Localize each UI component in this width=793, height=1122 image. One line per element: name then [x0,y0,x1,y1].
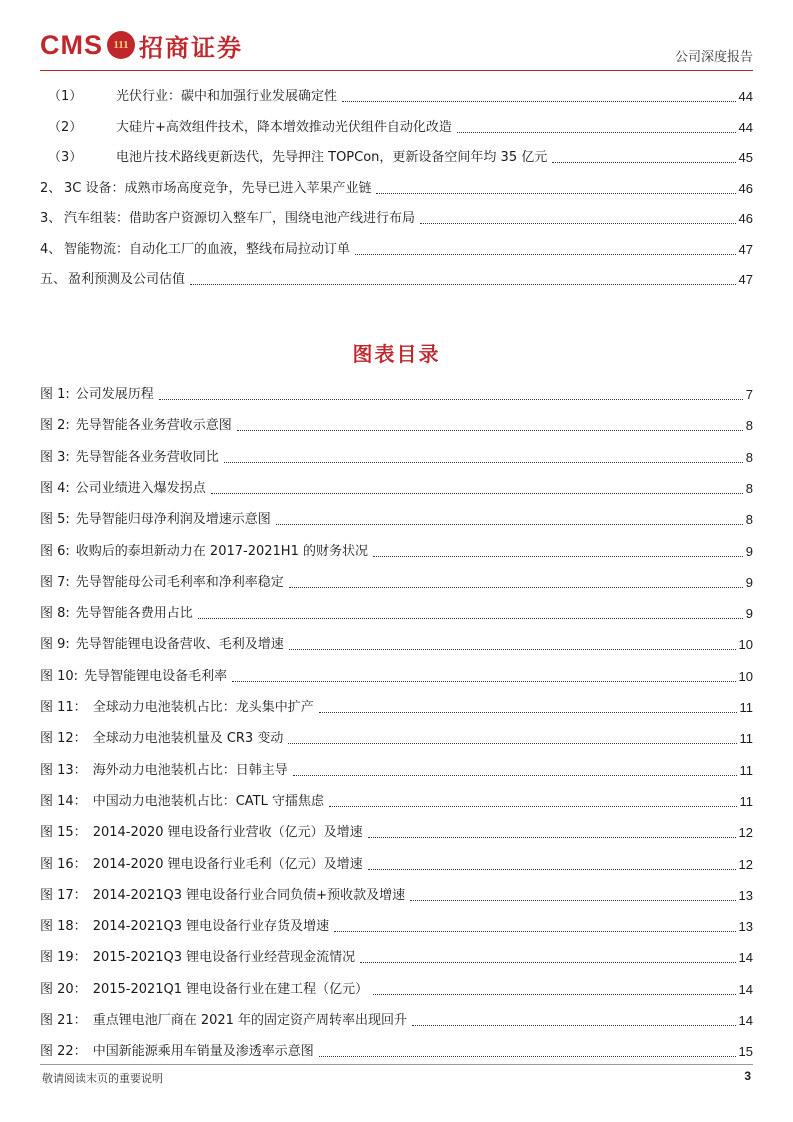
figure-label: 图 11： [40,700,87,715]
leader-dots [360,962,735,963]
toc-number: 4、 [40,241,64,259]
toc-page: 46 [738,211,753,226]
leader-dots [368,837,736,838]
figure-page: 13 [738,887,753,903]
figure-entry[interactable] [40,760,753,780]
figure-label: 图 1: [40,387,70,402]
toc-entry[interactable] [40,239,753,259]
figure-label: 图 5: [40,512,70,528]
leader-dots [376,193,735,194]
leader-dots [293,775,737,776]
leader-dots [552,162,735,163]
figure-page: 15 [738,1044,753,1060]
figure-title: 2014-2021Q3 锂电设备行业合同负债+预收款及增速 [87,887,407,905]
figure-label: 图 22： [40,1044,87,1060]
figure-title: 重点锂电池厂商在 2021 年的固定资产周转率出现回升 [87,1012,409,1030]
toc-page: 44 [738,89,753,104]
leader-dots [420,223,736,224]
figure-title: 先导智能各业务营收同比 [70,449,221,467]
figure-page: 8 [745,449,753,465]
figure-entry[interactable] [40,947,753,967]
leader-dots [319,1056,736,1057]
leader-dots [342,101,736,102]
footer-disclaimer: 敬请阅读末页的重要说明 [42,1072,163,1085]
leader-dots [288,743,736,744]
toc-entry[interactable] [40,208,753,228]
page-number: 3 [744,1069,751,1083]
figure-page: 9 [745,606,753,622]
figure-page: 8 [745,512,753,528]
figure-label: 图 3: [40,449,70,465]
leader-dots [159,399,743,400]
figure-page: 11 [739,731,753,747]
footer-divider [40,1064,753,1065]
toc-page: 45 [738,150,753,165]
leader-dots [276,524,743,525]
toc-title: 汽车组装：借助客户资源切入整车厂，围绕电池产线进行布局 [64,211,416,226]
toc-page: 46 [738,181,753,196]
figure-label: 图 9: [40,637,70,653]
figure-label: 图 4: [40,480,70,496]
figure-page: 14 [738,1013,753,1028]
leader-dots [368,869,736,870]
figure-page: 7 [745,387,753,402]
figure-title: 2014-2021Q3 锂电设备行业存货及增速 [87,918,332,936]
figure-entry[interactable] [40,1010,753,1030]
figure-title: 先导智能锂电设备营收、毛利及增速 [70,636,286,654]
figure-entry[interactable] [40,916,753,936]
toc-number: （2） [40,119,116,137]
toc-entry[interactable] [40,269,753,289]
figure-page: 14 [738,981,753,997]
figure-page: 8 [745,480,753,496]
figure-page: 8 [745,418,753,434]
figure-page: 9 [745,543,753,559]
leader-dots [289,587,743,588]
toc-number: （3） [40,149,116,167]
figure-label: 图 6: [40,543,70,559]
toc-number: 五、 [40,272,67,287]
figure-label: 图 2: [40,418,70,434]
figure-title: 先导智能各费用占比 [70,605,195,623]
toc-title: 3C 设备：成熟市场高度竞争，先导已进入苹果产业链 [64,181,372,196]
figure-entry[interactable] [40,666,753,686]
figure-title: 2015-2021Q3 锂电设备行业经营现金流情况 [87,949,358,967]
figure-title: 全球动力电池装机量及 CR3 变动 [87,730,286,748]
toc-title: 智能物流：自动化工厂的血液，整线布局拉动订单 [64,242,351,257]
leader-dots [289,649,736,650]
figure-entry[interactable] [40,979,753,999]
figure-label: 图 13： [40,762,87,778]
figure-title: 2014-2020 锂电设备行业毛利（亿元）及增速 [87,856,365,874]
leader-dots [224,462,743,463]
toc-entry[interactable] [40,147,753,167]
figure-entry[interactable] [40,541,753,561]
figure-title: 收购后的泰坦新动力在 2017-2021H1 的财务状况 [70,543,370,561]
toc-entry[interactable] [40,117,753,137]
company-logo [40,28,243,62]
figure-title: 2015-2021Q1 锂电设备行业在建工程（亿元） [87,981,371,999]
figure-label: 图 10: [40,668,79,684]
toc-title: 电池片技术路线更新迭代，先导押注 TOPCon，更新设备空间年均 35 亿元 [116,150,548,165]
leader-dots [457,132,736,133]
figure-page: 13 [738,919,753,935]
leader-dots [373,556,743,557]
toc-number: 2、 [40,180,64,198]
figure-page: 14 [738,950,753,966]
leader-dots [237,430,743,431]
figure-entry[interactable] [40,603,753,623]
figure-title: 海外动力电池装机占比：日韩主导 [87,762,290,780]
figure-page: 10 [738,637,753,653]
figure-title: 先导智能各业务营收示意图 [70,417,234,435]
figure-entry[interactable] [40,822,753,842]
figure-entry[interactable] [40,478,753,498]
report-type: 公司深度报告 [674,50,753,65]
toc-page: 47 [738,242,753,257]
figure-title: 全球动力电池装机占比：龙头集中扩产 [87,699,316,717]
figure-label: 图 20： [40,981,87,997]
figure-entry[interactable] [40,728,753,748]
figure-title: 公司发展历程 [70,386,156,404]
leader-dots [355,254,736,255]
figure-label: 图 16： [40,856,87,872]
leader-dots [412,1025,735,1026]
figure-entry[interactable] [40,634,753,654]
header-divider [40,70,753,71]
toc-title: 盈利预测及公司估值 [68,272,186,287]
figure-page: 11 [739,700,753,715]
toc-title: 光伏行业：碳中和加强行业发展确定性 [116,89,338,104]
leader-dots [329,806,737,807]
figure-title: 公司业绩进入爆发拐点 [70,480,208,498]
leader-dots [232,681,735,682]
figure-label: 图 18： [40,919,87,935]
toc-entry[interactable] [40,178,753,198]
figure-entry[interactable] [40,509,753,529]
figure-page: 11 [739,762,753,778]
logo-chinese-name: 招商证券 [139,32,243,62]
figure-entry[interactable] [40,1041,753,1061]
figure-label: 图 17： [40,887,87,903]
toc-number: （1） [40,88,116,106]
figures-section-title: 图表目录 [352,342,441,366]
figure-title: 中国动力电池装机占比：CATL 守擂焦虑 [87,793,326,811]
leader-dots [410,900,735,901]
figure-page: 12 [738,825,753,841]
figure-title: 2014-2020 锂电设备行业营收（亿元）及增速 [87,824,365,842]
leader-dots [198,618,743,619]
logo-seal-icon: 111 [107,31,135,59]
leader-dots [190,284,736,285]
toc-entry[interactable] [40,86,753,106]
figure-entry[interactable] [40,791,753,811]
figure-label: 图 8: [40,606,70,622]
figure-page: 9 [745,574,753,590]
toc-number: 3、 [40,210,64,228]
figure-entry[interactable] [40,854,753,874]
figure-page: 12 [738,856,753,872]
figure-page: 10 [738,668,753,684]
figure-title: 中国新能源乘用车销量及渗透率示意图 [87,1043,316,1061]
figure-label: 图 21： [40,1013,87,1028]
toc-title: 大硅片+高效组件技术，降本增效推动光伏组件自动化改造 [116,120,452,135]
figure-label: 图 7: [40,574,70,590]
figure-entry[interactable] [40,384,753,404]
figure-label: 图 19： [40,950,87,966]
page-header [40,24,753,70]
leader-dots [334,931,735,932]
toc-page: 47 [738,272,753,287]
figure-title: 先导智能归母净利润及增速示意图 [70,511,273,529]
leader-dots [211,493,743,494]
figure-page: 11 [739,793,753,809]
figure-title: 先导智能锂电设备毛利率 [78,668,229,686]
figure-label: 图 12： [40,731,87,747]
leader-dots [319,712,737,713]
figure-entry[interactable] [40,415,753,435]
toc-page: 44 [738,120,753,135]
figure-label: 图 14： [40,793,87,809]
figure-entry[interactable] [40,447,753,467]
figure-entry[interactable] [40,697,753,717]
leader-dots [373,994,735,995]
figure-entry[interactable] [40,885,753,905]
figure-label: 图 15： [40,825,87,841]
logo-cms-text: CMS [40,29,103,60]
figure-entry[interactable] [40,572,753,592]
figure-title: 先导智能母公司毛利率和净利率稳定 [70,574,286,592]
